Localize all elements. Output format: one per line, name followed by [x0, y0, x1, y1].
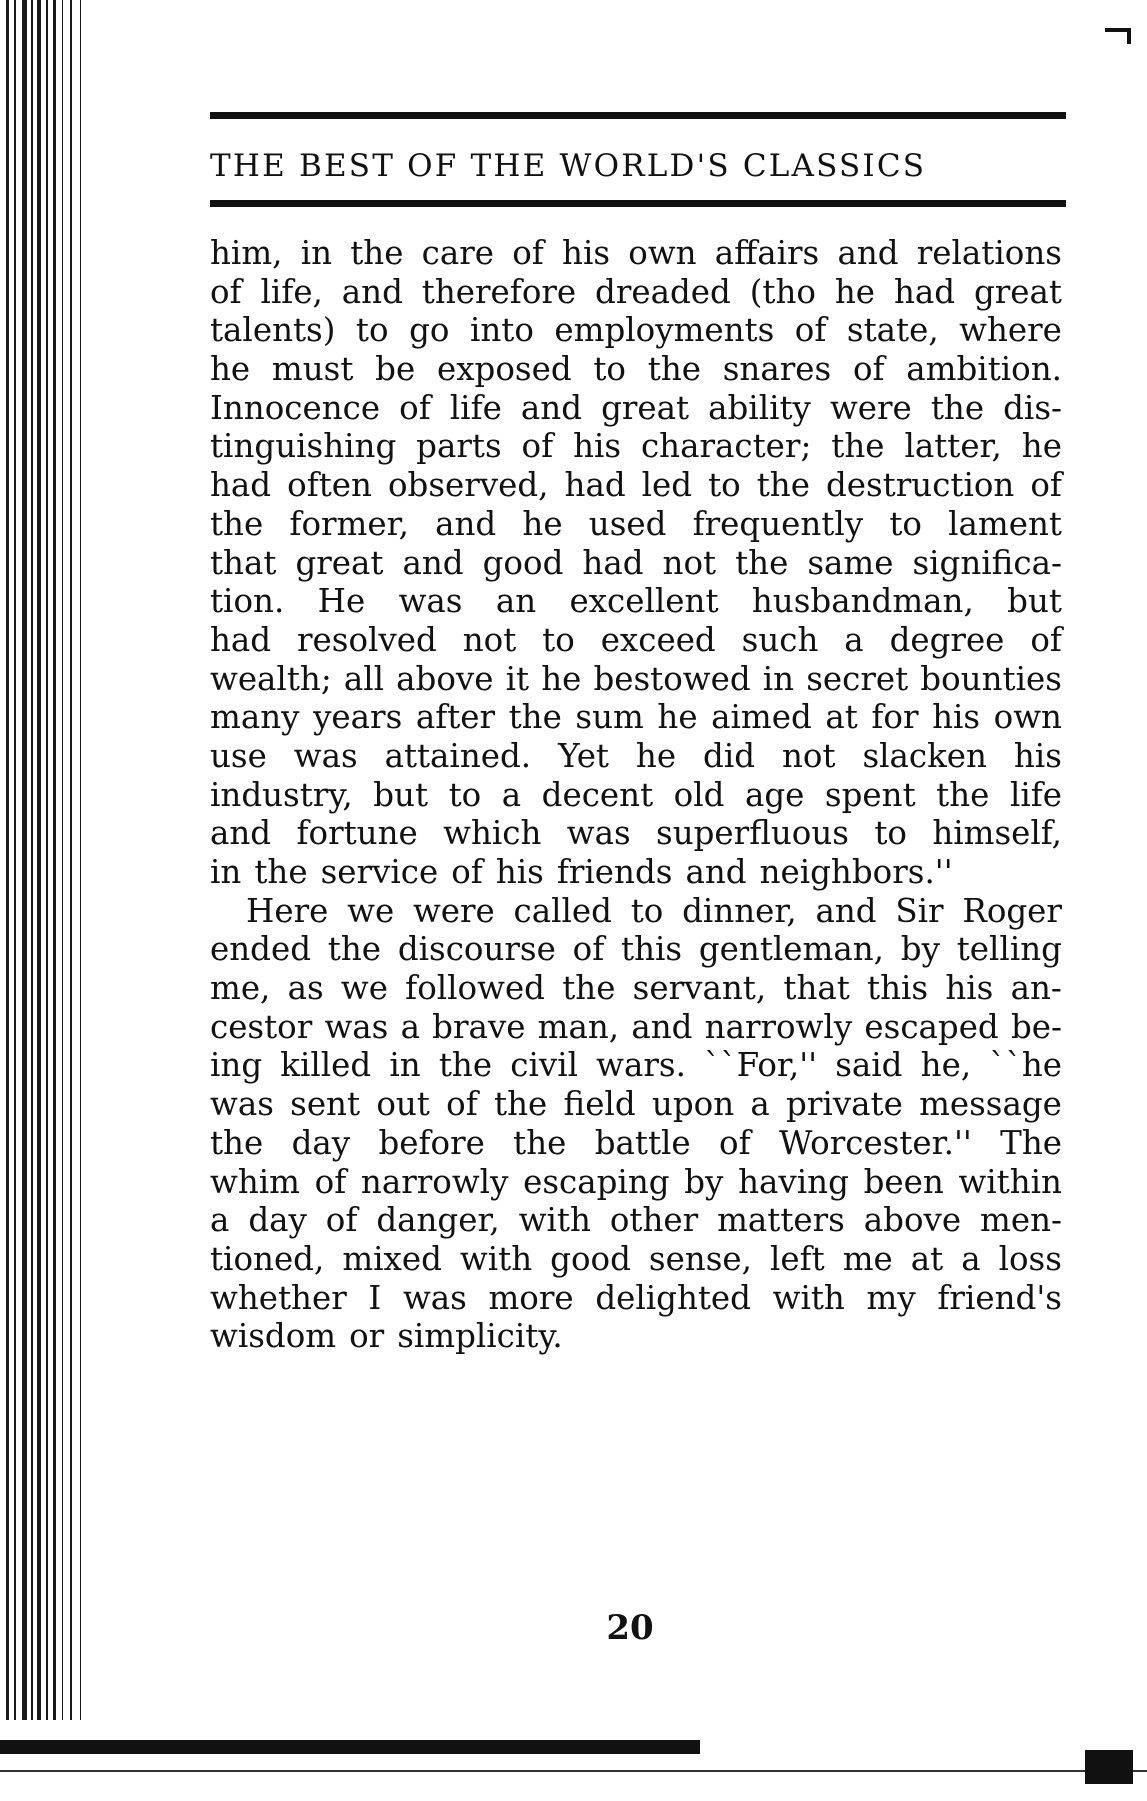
- text-line: in the service of his friends and neighbors.'': [210, 853, 953, 891]
- text-line: wisdom or simplicity.: [210, 1317, 563, 1356]
- header-rule-top: [210, 112, 1066, 119]
- text-line: of life, and therefore dreaded (tho he had great: [210, 272, 1062, 311]
- text-line: whim of narrowly escaping by having been within: [210, 1162, 1062, 1201]
- corner-mark: [1105, 24, 1135, 44]
- text-line: Here we were called to dinner, and Sir Roger: [246, 891, 1062, 930]
- text-line: use was attained. Yet he did not slacken his: [210, 736, 1062, 775]
- text-line: the former, and he used frequently to lament: [210, 504, 1062, 543]
- text-line: that great and good had not the same significa-: [210, 543, 1062, 582]
- bottom-scan-bar: [0, 1740, 700, 1754]
- text-line: me, as we followed the servant, that this his an-: [210, 969, 1062, 1008]
- text-line: industry, but to a decent old age spent the life: [210, 775, 1062, 814]
- page-number: 20: [606, 1608, 654, 1648]
- text-line: ended the discourse of this gentleman, by telling: [210, 930, 1062, 969]
- text-line: talents) to go into employments of state, where: [210, 311, 1062, 350]
- text-line: was sent out of the field upon a private message: [210, 1085, 1062, 1124]
- body-text: [210, 234, 1062, 1356]
- paragraph-2: [210, 892, 1062, 1356]
- text-line: wealth; all above it he bestowed in secret bounties: [210, 659, 1062, 698]
- text-line: had often observed, had led to the destruction of: [210, 466, 1062, 505]
- text-line: cestor was a brave man, and narrowly escaped be-: [210, 1007, 1062, 1046]
- text-line: him, in the care of his own affairs and relations: [210, 234, 1062, 272]
- text-line: many years after the sum he aimed at for his own: [210, 698, 1062, 737]
- text-line: and fortune which was superfluous to himself,: [210, 814, 1062, 853]
- text-line: tioned, mixed with good sense, left me at a loss: [210, 1239, 1062, 1278]
- bottom-right-mark: [1085, 1750, 1133, 1784]
- text-line: tinguishing parts of his character; the latter, he: [210, 427, 1062, 466]
- header-rule-bottom: [210, 200, 1066, 207]
- text-line: whether I was more delighted with my friend's: [210, 1278, 1062, 1317]
- text-line: tion. He was an excellent husbandman, but: [210, 582, 1062, 621]
- paragraph-1: [210, 234, 1062, 892]
- binding-edge: [0, 0, 90, 1801]
- text-line: a day of danger, with other matters above men-: [210, 1201, 1062, 1240]
- text-line: ing killed in the civil wars. ``For,'' said he, ``he: [210, 1046, 1062, 1085]
- text-line: the day before the battle of Worcester.'' The: [210, 1123, 1062, 1162]
- bottom-scan-line: [0, 1770, 1147, 1772]
- running-header: THE BEST OF THE WORLD'S CLASSICS: [210, 148, 927, 184]
- text-line: had resolved not to exceed such a degree of: [210, 620, 1062, 659]
- text-line: Innocence of life and great ability were the dis-: [210, 388, 1062, 427]
- text-line: he must be exposed to the snares of ambition.: [210, 350, 1062, 389]
